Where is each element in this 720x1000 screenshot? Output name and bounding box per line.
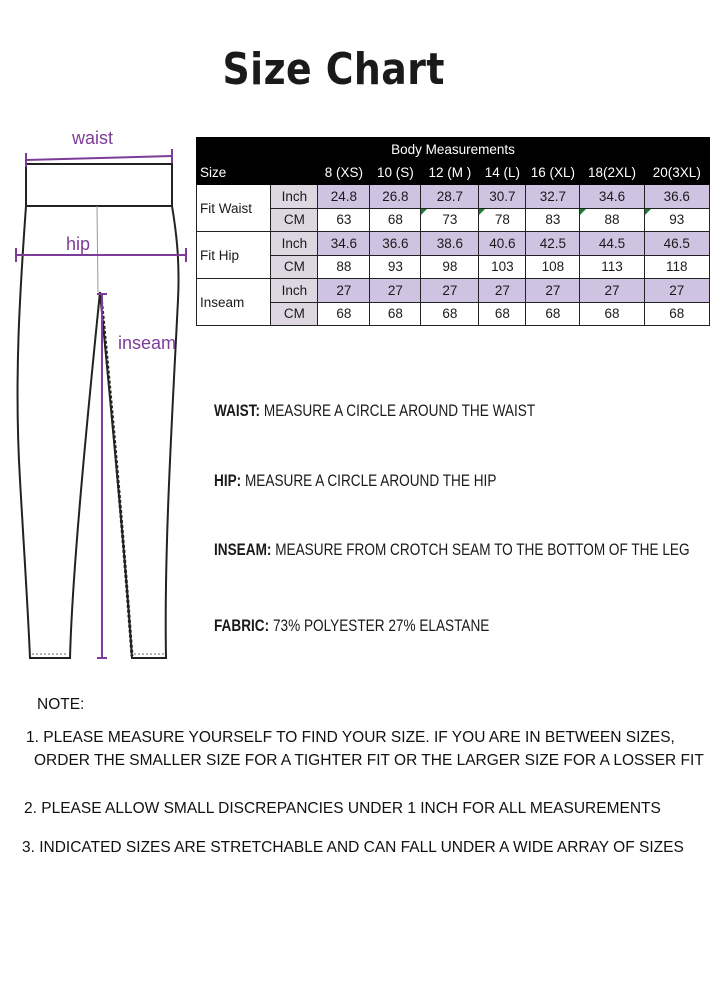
note-heading: NOTE: bbox=[37, 696, 85, 713]
value-cell: 118 bbox=[644, 255, 709, 279]
note-3: 3. INDICATED SIZES ARE STRETCHABLE AND CAN FALL UNDER A WIDE ARRAY OF SIZES bbox=[22, 839, 684, 856]
value-cell: 36.6 bbox=[370, 232, 421, 256]
table-row bbox=[197, 255, 710, 279]
value-cell: 88 bbox=[318, 255, 370, 279]
value-cell: 103 bbox=[479, 255, 526, 279]
value-cell: 42.5 bbox=[526, 232, 580, 256]
corner-tick-icon bbox=[479, 209, 485, 215]
value-cell: 88 bbox=[580, 208, 644, 232]
fabric-instruction-text: 73% POLYESTER 27% ELASTANE bbox=[269, 616, 490, 635]
row-group-label: Fit Hip bbox=[197, 232, 271, 279]
waist-instruction bbox=[214, 401, 535, 421]
value-cell: 68 bbox=[580, 302, 644, 326]
hip-instruction bbox=[214, 471, 496, 491]
value-cell: 73 bbox=[421, 208, 479, 232]
waist-label: waist bbox=[72, 128, 114, 148]
value-cell: 28.7 bbox=[421, 185, 479, 209]
value-cell: 108 bbox=[526, 255, 580, 279]
value-cell: 40.6 bbox=[479, 232, 526, 256]
size-column-header: 14 (L) bbox=[479, 161, 526, 185]
note-1-line-2: ORDER THE SMALLER SIZE FOR A TIGHTER FIT OR THE LARGER SIZE FOR A LOSSER FIT bbox=[34, 752, 704, 769]
value-cell: 98 bbox=[421, 255, 479, 279]
inseam-instruction bbox=[214, 540, 690, 560]
inseam-label: inseam bbox=[118, 333, 177, 353]
table-row bbox=[197, 279, 710, 303]
value-cell: 34.6 bbox=[580, 185, 644, 209]
table-caption: Body Measurements bbox=[197, 138, 710, 161]
value-cell: 44.5 bbox=[580, 232, 644, 256]
hip-label: hip bbox=[66, 234, 91, 254]
value-cell: 27 bbox=[318, 279, 370, 303]
value-cell: 27 bbox=[580, 279, 644, 303]
value-cell: 24.8 bbox=[318, 185, 370, 209]
value-cell: 113 bbox=[580, 255, 644, 279]
row-group-label: Fit Waist bbox=[197, 185, 271, 232]
value-cell: 27 bbox=[421, 279, 479, 303]
value-cell: 83 bbox=[526, 208, 580, 232]
value-cell: 68 bbox=[479, 302, 526, 326]
value-cell: 27 bbox=[644, 279, 709, 303]
hip-instruction-text: MEASURE A CIRCLE AROUND THE HIP bbox=[241, 471, 497, 490]
value-cell: 68 bbox=[644, 302, 709, 326]
page-title: Size Chart bbox=[222, 44, 445, 95]
value-cell: 78 bbox=[479, 208, 526, 232]
row-group-label: Inseam bbox=[197, 279, 271, 326]
leggings-drawing bbox=[0, 120, 200, 680]
value-cell: 30.7 bbox=[479, 185, 526, 209]
waist-instruction-head: WAIST: bbox=[214, 401, 261, 420]
leggings-illustration bbox=[0, 120, 200, 680]
size-column-header: 8 (XS) bbox=[318, 161, 370, 185]
unit-cell: CM bbox=[271, 255, 318, 279]
value-cell: 68 bbox=[421, 302, 479, 326]
value-cell: 27 bbox=[526, 279, 580, 303]
value-cell: 68 bbox=[526, 302, 580, 326]
value-cell: 68 bbox=[370, 208, 421, 232]
value-cell: 68 bbox=[370, 302, 421, 326]
value-cell: 68 bbox=[318, 302, 370, 326]
size-column-header: 20(3XL) bbox=[644, 161, 709, 185]
value-cell: 27 bbox=[370, 279, 421, 303]
value-cell: 93 bbox=[370, 255, 421, 279]
size-header: Size bbox=[197, 161, 318, 185]
unit-cell: Inch bbox=[271, 279, 318, 303]
size-table bbox=[196, 137, 710, 326]
size-column-header: 16 (XL) bbox=[526, 161, 580, 185]
value-cell: 36.6 bbox=[644, 185, 709, 209]
value-cell: 27 bbox=[479, 279, 526, 303]
inseam-instruction-head: INSEAM: bbox=[214, 540, 272, 559]
hip-instruction-head: HIP: bbox=[214, 471, 242, 490]
size-column-header: 12 (M ) bbox=[421, 161, 479, 185]
table-row bbox=[197, 185, 710, 209]
unit-cell: CM bbox=[271, 208, 318, 232]
value-cell: 63 bbox=[318, 208, 370, 232]
unit-cell: CM bbox=[271, 302, 318, 326]
table-row bbox=[197, 208, 710, 232]
value-cell: 32.7 bbox=[526, 185, 580, 209]
fabric-instruction bbox=[214, 616, 489, 636]
value-cell: 46.5 bbox=[644, 232, 709, 256]
note-2: 2. PLEASE ALLOW SMALL DISCREPANCIES UNDER 1 INCH FOR ALL MEASUREMENTS bbox=[24, 800, 661, 817]
value-cell: 38.6 bbox=[421, 232, 479, 256]
table-row bbox=[197, 232, 710, 256]
value-cell: 34.6 bbox=[318, 232, 370, 256]
unit-cell: Inch bbox=[271, 232, 318, 256]
size-column-header: 18(2XL) bbox=[580, 161, 644, 185]
note-1-line-1: 1. PLEASE MEASURE YOURSELF TO FIND YOUR SIZE. IF YOU ARE IN BETWEEN SIZES, bbox=[26, 729, 675, 746]
corner-tick-icon bbox=[580, 209, 586, 215]
value-cell: 26.8 bbox=[370, 185, 421, 209]
unit-cell: Inch bbox=[271, 185, 318, 209]
size-column-header: 10 (S) bbox=[370, 161, 421, 185]
waist-instruction-text: MEASURE A CIRCLE AROUND THE WAIST bbox=[260, 401, 536, 420]
inseam-instruction-text: MEASURE FROM CROTCH SEAM TO THE BOTTOM OF THE LEG bbox=[271, 540, 690, 559]
corner-tick-icon bbox=[645, 209, 651, 215]
value-cell: 93 bbox=[644, 208, 709, 232]
corner-tick-icon bbox=[421, 209, 427, 215]
table-row bbox=[197, 302, 710, 326]
fabric-instruction-head: FABRIC: bbox=[214, 616, 270, 635]
